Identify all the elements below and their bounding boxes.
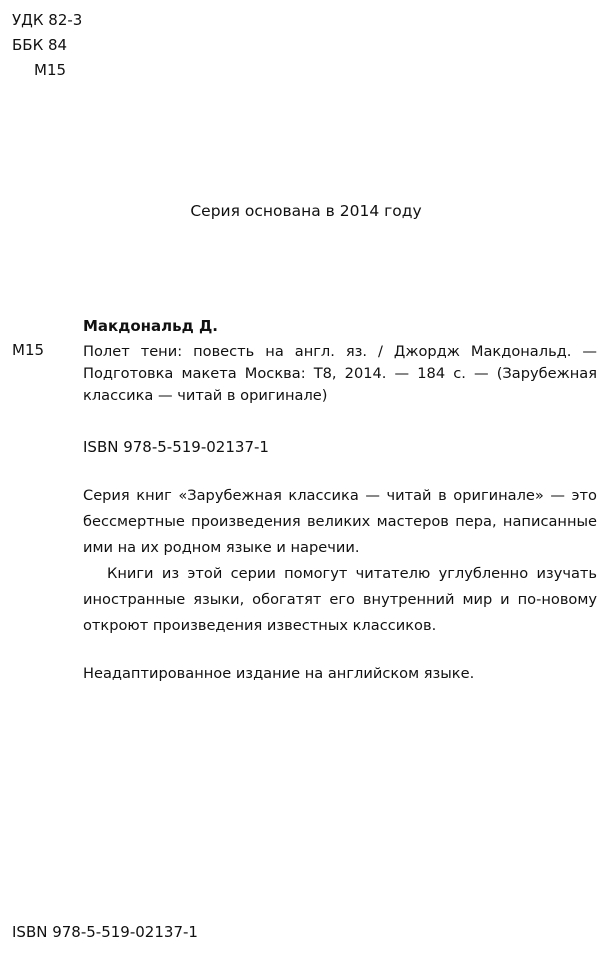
annotation-line: откроют произведения известных классиков. xyxy=(83,617,437,634)
annotation-line: бессмертные произведения великих мастеров пера, написанные xyxy=(83,513,597,530)
annotation xyxy=(83,483,597,639)
series-note: Серия основана в 2014 году xyxy=(190,202,422,220)
bibliographic-line: Полет тени: повесть на англ. яз. / Джордж Макдональд. — xyxy=(83,343,597,360)
bibliographic-line: Подготовка макета Москва: Т8, 2014. — 184 с. — (Зарубежная xyxy=(83,365,597,382)
classification-block xyxy=(12,8,82,83)
bibliographic-line: классика — читай в оригинале) xyxy=(83,387,328,404)
bibliographic-description xyxy=(83,341,597,407)
annotation-line: иностранные языки, обогатят его внутренний мир и по-новому xyxy=(83,591,597,608)
isbn: ISBN 978-5-519-02137-1 xyxy=(83,438,269,456)
annotation-line: ими на их родном языке и наречии. xyxy=(83,539,360,556)
udk-code: УДК 82-3 xyxy=(12,11,83,29)
language-note: Неадаптированное издание на английском языке. xyxy=(83,665,475,682)
bibliographic-code: М15 xyxy=(12,341,45,359)
author-mark: М15 xyxy=(34,61,67,79)
annotation-line: Книги из этой серии помогут читателю углубленно изучать xyxy=(107,565,597,582)
isbn-footer: ISBN 978-5-519-02137-1 xyxy=(12,923,198,941)
annotation-line: Серия книг «Зарубежная классика — читай в оригинале» — это xyxy=(83,487,597,504)
bbk-code: ББК 84 xyxy=(12,36,68,54)
author-name: Макдональд Д. xyxy=(83,317,218,335)
